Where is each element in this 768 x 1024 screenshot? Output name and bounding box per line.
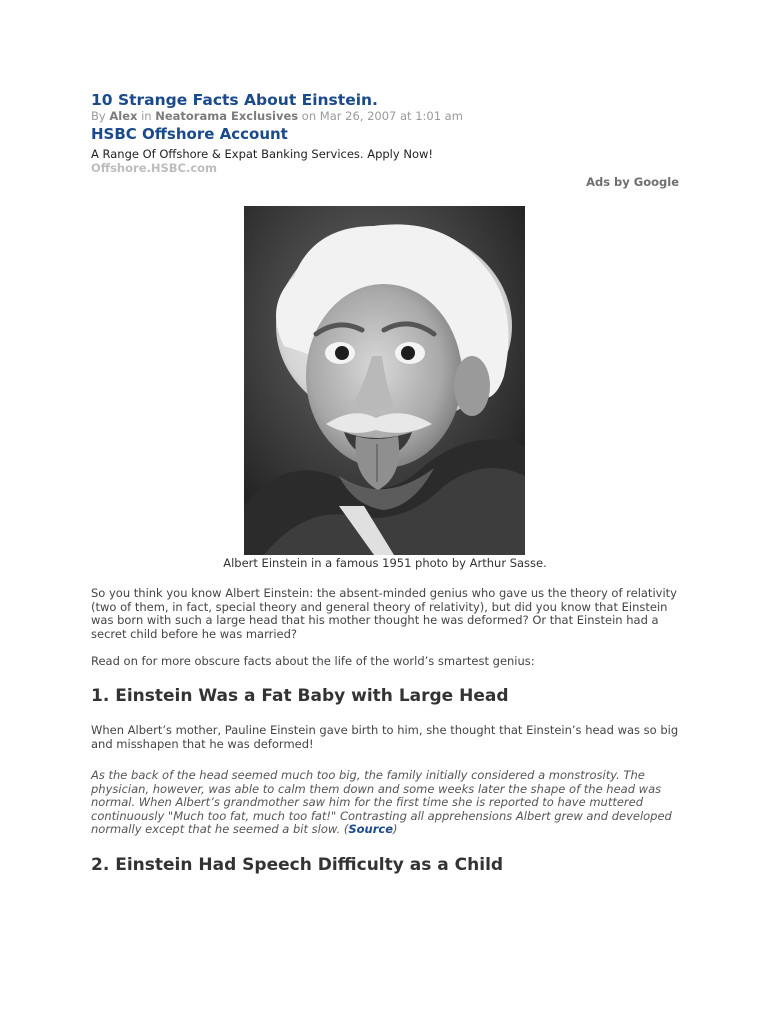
- intro-paragraph: So you think you know Albert Einstein: the absent-minded genius who gave us the theory of relativity (two of them, in fact, special theory and general theory of relativity), but did you know that Einstein was born with such a large head that his mother thought he was deformed? Or that Einstein had a secret child before he was married?: [91, 586, 677, 641]
- category-link[interactable]: Neatorama Exclusives: [155, 109, 299, 123]
- ads-by-google-link[interactable]: Ads by Google: [586, 175, 679, 189]
- read-on-paragraph: Read on for more obscure facts about the life of the world’s smartest genius:: [91, 654, 535, 668]
- section-1-heading: 1. Einstein Was a Fat Baby with Large Head: [91, 686, 509, 706]
- source-link[interactable]: Source: [348, 822, 394, 836]
- einstein-photo: [244, 206, 525, 555]
- author-link[interactable]: Alex: [109, 109, 138, 123]
- ad-title-link[interactable]: HSBC Offshore Account: [91, 125, 288, 143]
- byline-date: on Mar 26, 2007 at 1:01 am: [298, 109, 463, 123]
- post-byline: [91, 109, 463, 123]
- ad-description: A Range Of Offshore & Expat Banking Services. Apply Now!: [91, 147, 433, 161]
- quote-text: As the back of the head seemed much too big, the family initially considered a monstrosity. The physician, however, was able to calm them down and some weeks later the shape of the head was normal. When Albert’s grandmother saw him for the first time she is reported to have muttered continuously "Much too fat, much too fat!" Contrasting all apprehensions Albert grew and developed normally except that he seemed a bit slow. (: [91, 768, 672, 836]
- section-2-heading: 2. Einstein Had Speech Difficulty as a Child: [91, 855, 504, 875]
- byline-in: in: [137, 109, 156, 123]
- photo-caption: Albert Einstein in a famous 1951 photo by Arthur Sasse.: [223, 556, 547, 570]
- section-1-paragraph: When Albert’s mother, Pauline Einstein gave birth to him, she thought that Einstein’s head was so big and misshapen that he was deformed!: [91, 723, 679, 751]
- section-1-quote: [91, 769, 679, 837]
- byline-prefix: By: [91, 109, 110, 123]
- einstein-photo-illustration: [244, 206, 525, 555]
- quote-end: ): [393, 822, 398, 836]
- post-title-link[interactable]: 10 Strange Facts About Einstein.: [91, 91, 378, 109]
- ad-url-link[interactable]: Offshore.HSBC.com: [91, 161, 218, 175]
